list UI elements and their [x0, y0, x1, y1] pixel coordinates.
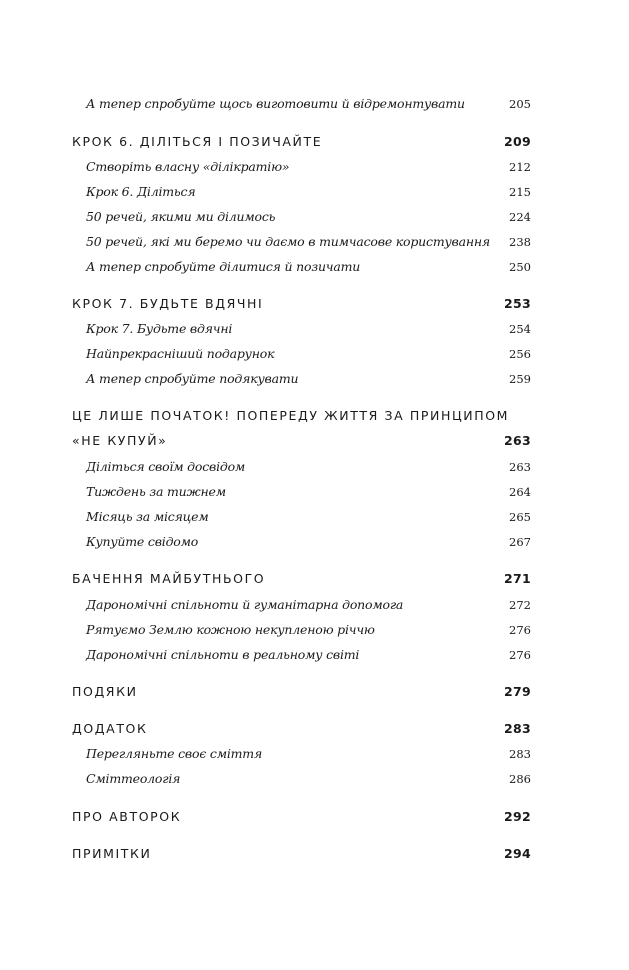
toc-chapter[interactable] [72, 430, 531, 452]
toc-entry-title: Сміттеологія [86, 771, 181, 786]
toc-entry[interactable] [72, 743, 531, 765]
toc-chapter-title: БАЧЕННЯ МАЙБУТНЬОГО [72, 571, 266, 586]
toc-chapter[interactable] [72, 681, 531, 703]
toc-page-number: 209 [504, 134, 531, 149]
toc-page-number: 250 [509, 260, 531, 274]
toc-entry-title: Дарономічні спільноти в реальному світі [86, 647, 360, 662]
toc-chapter[interactable] [72, 843, 531, 865]
toc-entry[interactable] [72, 456, 531, 478]
toc-entry-title: Дарономічні спільноти й гуманітарна допомога [86, 597, 404, 612]
toc-page-number: 294 [504, 846, 531, 861]
toc-entry[interactable] [72, 531, 531, 553]
toc-entry[interactable] [72, 506, 531, 528]
toc-entry-title: Рятуємо Землю кожною некупленою річчю [86, 622, 375, 637]
toc-entry[interactable] [72, 368, 531, 390]
toc-entry[interactable] [72, 93, 531, 115]
toc-entry-title: 50 речей, які ми беремо чи даємо в тимчасове користування [86, 234, 491, 249]
toc-page-number: 256 [509, 347, 531, 361]
toc-entry[interactable] [72, 481, 531, 503]
toc-page-number: 276 [509, 623, 531, 637]
toc-page-number: 254 [509, 322, 531, 336]
toc-entry-title: Крок 6. Діліться [86, 184, 196, 199]
toc-entry-title: А тепер спробуйте подякувати [86, 371, 299, 386]
toc-entry-title: 50 речей, якими ми ділимось [86, 209, 276, 224]
toc-page-number: 212 [509, 160, 531, 174]
toc-entry-title: Крок 7. Будьте вдячні [86, 321, 233, 336]
toc-chapter[interactable] [72, 718, 531, 740]
toc-entry-title: Найпрекрасніший подарунок [86, 346, 275, 361]
toc-entry[interactable] [72, 343, 531, 365]
toc-entry[interactable] [72, 644, 531, 666]
toc-entry-title: Створіть власну «ділікратію» [86, 159, 290, 174]
toc-chapter-title: ПОДЯКИ [72, 684, 138, 699]
toc-entry-title: А тепер спробуйте ділитися й позичати [86, 259, 361, 274]
toc-chapter-title: ПРИМІТКИ [72, 846, 152, 861]
toc-chapter-title: ЦЕ ЛИШЕ ПОЧАТОК! ПОПЕРЕДУ ЖИТТЯ ЗА ПРИНЦИПОМ [72, 408, 510, 423]
toc-entry[interactable] [72, 181, 531, 203]
toc-page-number: 253 [504, 296, 531, 311]
toc-entry-title: Купуйте свідомо [86, 534, 199, 549]
toc-entry-title: Тиждень за тижнем [86, 484, 226, 499]
toc-page-number: 205 [509, 97, 531, 111]
toc-entry[interactable] [72, 156, 531, 178]
toc-chapter[interactable] [72, 131, 531, 153]
toc-page-number: 271 [504, 571, 531, 586]
toc-chapter[interactable] [72, 405, 531, 427]
toc-entry[interactable] [72, 256, 531, 278]
toc-page-number: 279 [504, 684, 531, 699]
toc-page-number: 263 [504, 433, 531, 448]
toc-page-number: 263 [509, 460, 531, 474]
toc-entry[interactable] [72, 594, 531, 616]
toc-entry[interactable] [72, 206, 531, 228]
toc-chapter-title: КРОК 6. ДІЛІТЬСЯ І ПОЗИЧАЙТЕ [72, 134, 323, 149]
toc-page-number: 264 [509, 485, 531, 499]
toc-page-number: 238 [509, 235, 531, 249]
toc-entry[interactable] [72, 231, 531, 253]
toc-page-number: 259 [509, 372, 531, 386]
table-of-contents [72, 0, 531, 970]
toc-entry[interactable] [72, 768, 531, 790]
toc-chapter-title: КРОК 7. БУДЬТЕ ВДЯЧНІ [72, 296, 264, 311]
toc-page-number: 215 [509, 185, 531, 199]
toc-chapter-title: ДОДАТОК [72, 721, 148, 736]
toc-entry-title: А тепер спробуйте щось виготовити й відремонтувати [86, 96, 465, 111]
toc-entry-title: Перегляньте своє сміття [86, 746, 263, 761]
toc-page-number: 265 [509, 510, 531, 524]
toc-entry-title: Діліться своїм досвідом [86, 459, 246, 474]
toc-page-number: 224 [509, 210, 531, 224]
toc-entry[interactable] [72, 619, 531, 641]
toc-page-number: 292 [504, 809, 531, 824]
toc-page-number: 283 [504, 721, 531, 736]
toc-chapter[interactable] [72, 806, 531, 828]
toc-page-number: 276 [509, 648, 531, 662]
toc-entry-title: Місяць за місяцем [86, 509, 209, 524]
toc-chapter[interactable] [72, 293, 531, 315]
toc-page-number: 286 [509, 772, 531, 786]
toc-chapter-title: «НЕ КУПУЙ» [72, 433, 168, 448]
toc-page-number: 283 [509, 747, 531, 761]
toc-page-number: 267 [509, 535, 531, 549]
toc-chapter-title: ПРО АВТОРОК [72, 809, 182, 824]
toc-page-number: 272 [509, 598, 531, 612]
toc-entry[interactable] [72, 318, 531, 340]
toc-chapter[interactable] [72, 568, 531, 590]
